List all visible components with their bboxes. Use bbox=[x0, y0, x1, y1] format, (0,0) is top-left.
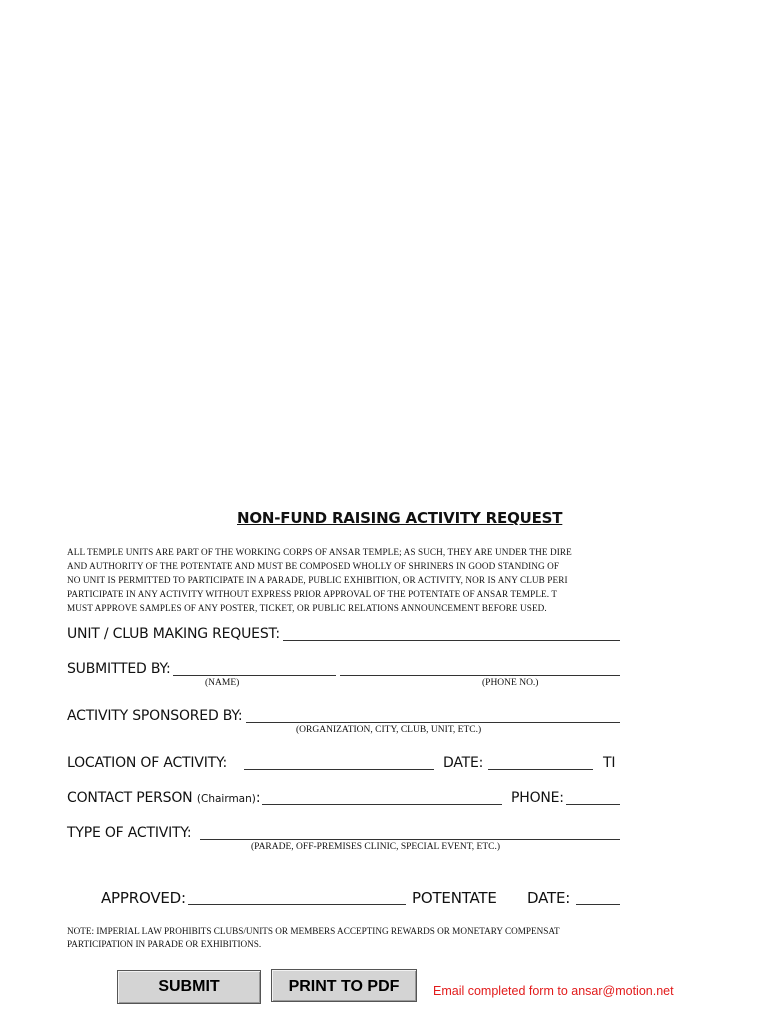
submit-button[interactable] bbox=[117, 970, 261, 1004]
approved-date-label: DATE: bbox=[527, 889, 571, 907]
potentate-label: POTENTATE bbox=[412, 889, 497, 907]
submitted-phone-field[interactable] bbox=[340, 675, 620, 676]
name-caption: (NAME) bbox=[205, 678, 240, 688]
location-field[interactable] bbox=[244, 769, 434, 770]
time-label: TI bbox=[603, 755, 616, 771]
type-field[interactable] bbox=[200, 839, 620, 840]
intro-line: PARTICIPATE IN ANY ACTIVITY WITHOUT EXPRESS PRIOR APPROVAL OF THE POTENTATE OF ANSAR TEMPLE. T bbox=[67, 588, 558, 599]
note-paragraph bbox=[67, 925, 620, 951]
intro-paragraph bbox=[67, 546, 620, 615]
type-label: TYPE OF ACTIVITY: bbox=[67, 825, 192, 841]
sponsored-caption: (ORGANIZATION, CITY, CLUB, UNIT, ETC.) bbox=[296, 725, 482, 735]
contact-label: CONTACT PERSON (Chairman): bbox=[67, 790, 261, 806]
intro-line: AND AUTHORITY OF THE POTENTATE AND MUST BE COMPOSED WHOLLY OF SHRINERS IN GOOD STANDING OF bbox=[67, 560, 560, 571]
date-label: DATE: bbox=[443, 755, 484, 771]
submitted-by-label: SUBMITTED BY: bbox=[67, 661, 171, 677]
contact-phone-field[interactable] bbox=[566, 804, 620, 805]
print-button-label: PRINT TO PDF bbox=[288, 978, 400, 995]
contact-phone-label: PHONE: bbox=[511, 790, 564, 806]
approved-field[interactable] bbox=[188, 904, 406, 905]
date-field[interactable] bbox=[488, 769, 593, 770]
type-caption: (PARADE, OFF-PREMISES CLINIC, SPECIAL EVENT, ETC.) bbox=[251, 842, 501, 852]
unit-club-label: UNIT / CLUB MAKING REQUEST: bbox=[67, 626, 280, 642]
print-to-pdf-button[interactable] bbox=[271, 969, 417, 1002]
email-instruction: Email completed form to ansar@motion.net bbox=[433, 984, 674, 998]
form-title: NON-FUND RAISING ACTIVITY REQUEST bbox=[237, 509, 563, 527]
approved-label: APPROVED: bbox=[101, 889, 186, 907]
contact-field[interactable] bbox=[262, 804, 502, 805]
phone-caption: (PHONE NO.) bbox=[482, 678, 539, 688]
submit-button-label: SUBMIT bbox=[158, 978, 220, 995]
sponsored-by-field[interactable] bbox=[246, 722, 620, 723]
note-line: PARTICIPATION IN PARADE OR EXHIBITIONS. bbox=[67, 939, 262, 949]
location-label: LOCATION OF ACTIVITY: bbox=[67, 755, 227, 771]
approved-date-field[interactable] bbox=[576, 904, 620, 905]
submitted-name-field[interactable] bbox=[173, 675, 336, 676]
intro-line: NO UNIT IS PERMITTED TO PARTICIPATE IN A PARADE, PUBLIC EXHIBITION, OR ACTIVITY, NOR IS ANY CLUB PERI bbox=[67, 574, 568, 585]
unit-club-field[interactable] bbox=[283, 640, 620, 641]
note-line: NOTE: IMPERIAL LAW PROHIBITS CLUBS/UNITS OR MEMBERS ACCEPTING REWARDS OR MONETARY COMPENSAT bbox=[67, 926, 560, 936]
sponsored-by-label: ACTIVITY SPONSORED BY: bbox=[67, 708, 243, 724]
intro-line: ALL TEMPLE UNITS ARE PART OF THE WORKING CORPS OF ANSAR TEMPLE; AS SUCH, THEY ARE UNDER THE DIRE bbox=[67, 547, 572, 557]
intro-line: MUST APPROVE SAMPLES OF ANY POSTER, TICKET, OR PUBLIC RELATIONS ANNOUNCEMENT BEFORE USED. bbox=[67, 602, 547, 613]
